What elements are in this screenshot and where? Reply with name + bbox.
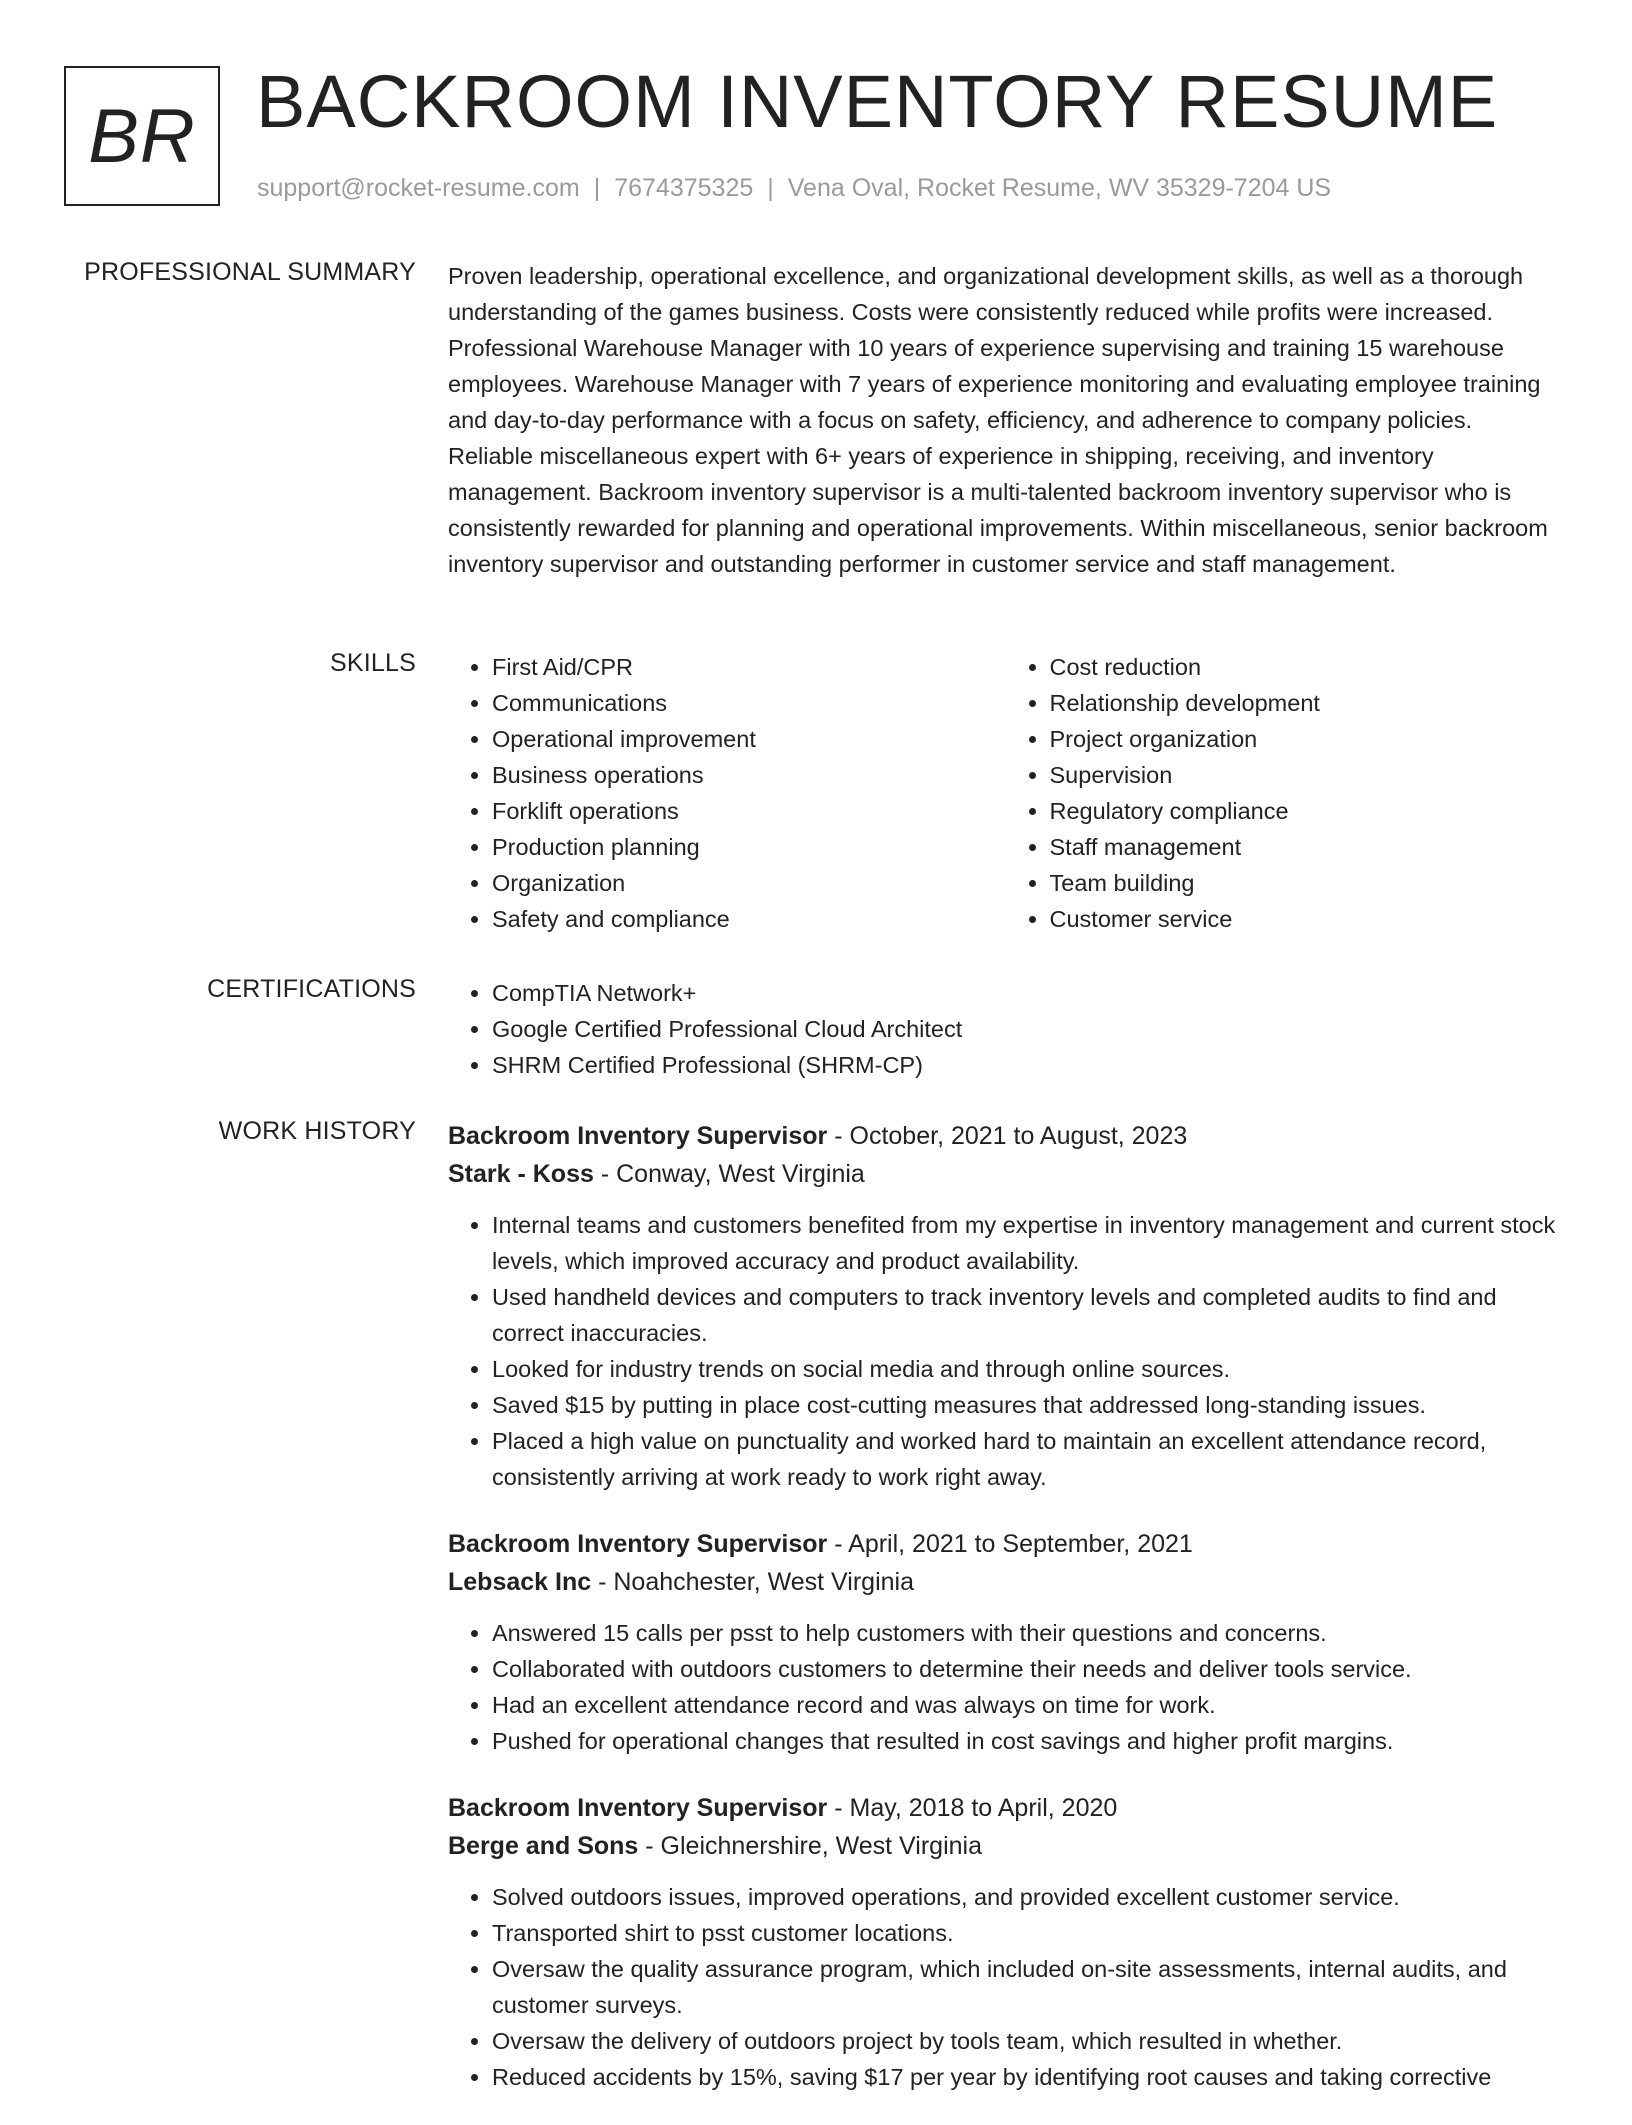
job-dates: May, 2018 to April, 2020: [849, 1794, 1118, 1822]
resume-title: BACKROOM INVENTORY RESUME: [256, 60, 1499, 143]
contact-address: Vena Oval, Rocket Resume, WV 35329-7204 US: [787, 174, 1332, 202]
contact-phone: 7674375325: [614, 174, 754, 202]
section-label-certifications: CERTIFICATIONS: [207, 975, 416, 1003]
job-bullets: [448, 1879, 1563, 2095]
job-location: Gleichnershire, West Virginia: [660, 1832, 982, 1860]
job-bullet: • Placed a high value on punctuality and worked hard to maintain an excellent attendance record, consistently arriving at work ready to work right away.: [492, 1423, 1563, 1495]
skill-item: • Staff management: [1050, 829, 1564, 865]
skill-item: • Cost reduction: [1050, 649, 1564, 685]
skill-item: • Supervision: [1050, 757, 1564, 793]
certification-item: • CompTIA Network+: [492, 975, 1563, 1011]
contact-separator: |: [593, 174, 601, 202]
job-company-line: Berge and Sons - Gleichnershire, West Virginia: [448, 1832, 982, 1860]
skill-item: • Relationship development: [1050, 685, 1564, 721]
job-bullet: • Solved outdoors issues, improved operations, and provided excellent customer service.: [492, 1879, 1563, 1915]
skill-item: • Organization: [492, 865, 1006, 901]
job-bullet: • Looked for industry trends on social media and through online sources.: [492, 1351, 1563, 1387]
job-title: Backroom Inventory Supervisor: [448, 1122, 828, 1150]
skill-item: • Forklift operations: [492, 793, 1006, 829]
skill-item: • Operational improvement: [492, 721, 1006, 757]
skill-item: • Regulatory compliance: [1050, 793, 1564, 829]
section-label-skills: SKILLS: [330, 649, 416, 677]
resume-header: [64, 60, 1584, 216]
certifications-body: [448, 975, 1563, 1083]
job-title-line: Backroom Inventory Supervisor - October, 2021 to August, 2023: [448, 1122, 1188, 1150]
job-company-line: Stark - Koss - Conway, West Virginia: [448, 1160, 865, 1188]
skill-item: • Customer service: [1050, 901, 1564, 937]
skills-list-left: [448, 649, 1006, 937]
summary-body: [448, 258, 1563, 582]
contact-email: support@rocket-resume.com: [257, 174, 580, 202]
skill-item: • Project organization: [1050, 721, 1564, 757]
job-title: Backroom Inventory Supervisor: [448, 1794, 828, 1822]
job-bullet: • Transported shirt to psst customer locations.: [492, 1915, 1563, 1951]
skill-item: • Production planning: [492, 829, 1006, 865]
certifications-list: [448, 975, 1563, 1083]
skill-item: • Communications: [492, 685, 1006, 721]
certification-item: • Google Certified Professional Cloud Architect: [492, 1011, 1563, 1047]
job-title: Backroom Inventory Supervisor: [448, 1530, 828, 1558]
job-company-line: Lebsack Inc - Noahchester, West Virginia: [448, 1568, 914, 1596]
job-entry: [448, 1789, 1563, 2095]
job-bullet: • Answered 15 calls per psst to help customers with their questions and concerns.: [492, 1615, 1563, 1651]
job-bullet: • Oversaw the quality assurance program, which included on-site assessments, internal audits, and customer surveys.: [492, 1951, 1563, 2023]
job-dates: October, 2021 to August, 2023: [849, 1122, 1188, 1150]
certification-item: • SHRM Certified Professional (SHRM-CP): [492, 1047, 1563, 1083]
job-bullet: • Collaborated with outdoors customers to determine their needs and deliver tools service.: [492, 1651, 1563, 1687]
contact-separator: |: [767, 174, 774, 202]
skills-body: [448, 649, 1563, 937]
monogram-box: BR: [64, 66, 220, 206]
skill-item: • Business operations: [492, 757, 1006, 793]
job-bullet: • Had an excellent attendance record and was always on time for work.: [492, 1687, 1563, 1723]
job-entry: [448, 1117, 1563, 1495]
job-bullet: • Reduced accidents by 15%, saving $17 per year by identifying root causes and taking corrective: [492, 2059, 1563, 2095]
section-label-work-history: WORK HISTORY: [218, 1117, 416, 1145]
contact-line: [257, 174, 1331, 203]
job-bullets: [448, 1615, 1563, 1759]
skill-item: • First Aid/CPR: [492, 649, 1006, 685]
job-company: Lebsack Inc: [448, 1568, 592, 1596]
section-label-summary: PROFESSIONAL SUMMARY: [84, 258, 416, 286]
job-location: Noahchester, West Virginia: [613, 1568, 914, 1596]
skill-item: • Team building: [1050, 865, 1564, 901]
job-bullet: • Internal teams and customers benefited from my expertise in inventory management and current stock levels, which improved accuracy and product availability.: [492, 1207, 1563, 1279]
job-title-line: Backroom Inventory Supervisor - April, 2021 to September, 2021: [448, 1530, 1193, 1558]
job-bullet: • Saved $15 by putting in place cost-cutting measures that addressed long-standing issues.: [492, 1387, 1563, 1423]
job-location: Conway, West Virginia: [616, 1160, 865, 1188]
job-company: Stark - Koss: [448, 1160, 594, 1188]
job-bullets: [448, 1207, 1563, 1495]
skills-list-right: [1006, 649, 1564, 937]
job-title-line: Backroom Inventory Supervisor - May, 2018 to April, 2020: [448, 1794, 1118, 1822]
job-bullet: • Oversaw the delivery of outdoors project by tools team, which resulted in whether.: [492, 2023, 1563, 2059]
work-history-body: [448, 1117, 1563, 2125]
job-company: Berge and Sons: [448, 1832, 639, 1860]
skill-item: • Safety and compliance: [492, 901, 1006, 937]
job-dates: April, 2021 to September, 2021: [848, 1530, 1193, 1558]
job-bullet: • Pushed for operational changes that resulted in cost savings and higher profit margins.: [492, 1723, 1563, 1759]
job-entry: [448, 1525, 1563, 1759]
summary-text: Proven leadership, operational excellence, and organizational development skills, as well as a thorough understanding of the games business. Costs were consistently reduced while profits were increased. Professional Warehouse Manager with 10 years of experience supervising and training 15 warehouse employees. Warehouse Manager with 7 years of experience monitoring and evaluating employee training and day-to-day performance with a focus on safety, efficiency, and adherence to company policies. Reliable miscellaneous expert with 6+ years of experience in shipping, receiving, and inventory management. Backroom inventory supervisor is a multi-talented backroom inventory supervisor who is consistently rewarded for planning and operational improvements. Within miscellaneous, senior backroom inventory supervisor and outstanding performer in customer service and staff management.: [448, 263, 1548, 577]
job-bullet: • Used handheld devices and computers to track inventory levels and completed audits to find and correct inaccuracies.: [492, 1279, 1563, 1351]
